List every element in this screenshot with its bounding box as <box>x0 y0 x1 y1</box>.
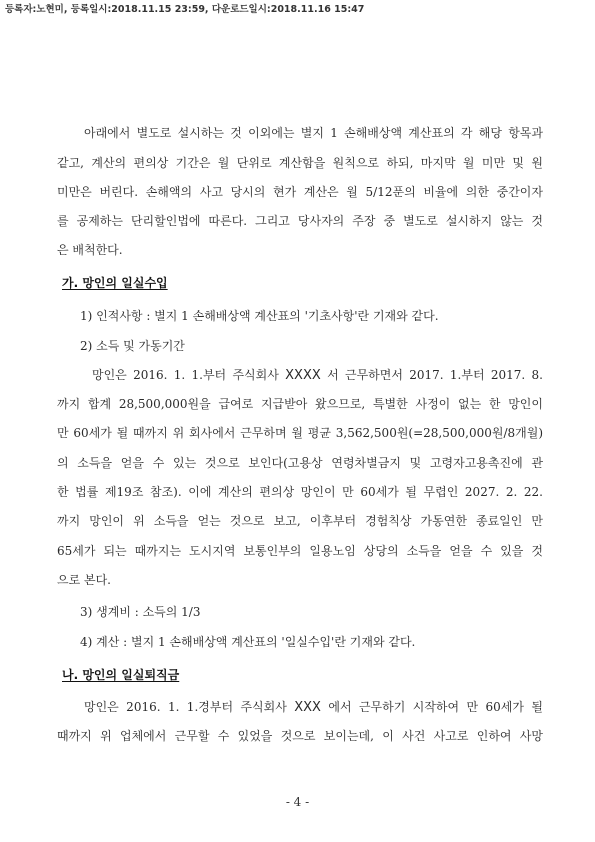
section-a-item-3: 3) 생계비 : 소득의 1/3 <box>80 605 201 619</box>
registration-header: 등록자:노현미, 등록일시:2018.11.15 23:59, 다운로드일시:2018.11.16 15:47 <box>5 4 365 15</box>
section-a-heading <box>62 275 168 291</box>
section-a-para-line-7: 65세가 되는 때까지는 도시지역 보통인부의 일용노임 상당의 소득을 얻을 수 있을 것 <box>57 544 543 558</box>
intro-line-2: 같고, 계산의 편의상 기간은 월 단위로 계산함을 원칙으로 하되, 마지막 월 미만 및 원 <box>57 156 543 170</box>
section-a-para-line-3: 만 60세가 될 때까지 위 회사에서 근무하며 월 평균 3,562,500원(=28,500,000원/8개월) <box>57 426 543 440</box>
section-b-line-1 <box>84 699 543 716</box>
section-a-item-2: 2) 소득 및 가동기간 <box>80 339 185 353</box>
page-number: - 4 - <box>285 795 310 809</box>
section-a-para-line-2: 까지 합계 28,500,000원을 급여로 지급받아 왔으므로, 특별한 사정이 없는 한 망인이 <box>57 397 543 411</box>
section-b-line-1-post: 에서 근무하기 시작하여 만 60세가 될 <box>328 700 543 714</box>
section-b-line-2: 때까지 위 업체에서 근무할 수 있었을 것으로 보이는데, 이 사건 사고로 인하여 사망 <box>57 729 543 743</box>
section-b-heading <box>62 667 179 683</box>
intro-line-3: 미만은 버린다. 손해액의 사고 당시의 현가 계산은 월 5/12푼의 비율에 의한 중간이자 <box>57 185 543 199</box>
masked-company-name-2: XXX <box>294 700 321 715</box>
section-a-para-line-8: 으로 본다. <box>57 573 111 587</box>
section-a-para-line-1 <box>92 367 543 384</box>
intro-line-1: 아래에서 별도로 설시하는 것 이외에는 별지 1 손해배상액 계산표의 각 해당 항목과 <box>84 126 543 140</box>
section-a-item-1: 1) 인적사항 : 별지 1 손해배상액 계산표의 '기초사항'란 기재와 같다. <box>80 309 439 323</box>
para-line-1-pre: 망인은 2016. 1. 1.부터 주식회사 <box>92 368 279 382</box>
intro-line-4: 를 공제하는 단리할인법에 따른다. 그리고 당사자의 주장 중 별도로 설시하지 않는 것 <box>57 214 543 228</box>
section-a-item-4: 4) 계산 : 별지 1 손해배상액 계산표의 '일실수입'란 기재와 같다. <box>80 635 416 649</box>
section-a-para-line-6: 까지 망인이 위 소득을 얻는 것으로 보고, 이후부터 경험칙상 가동연한 종료일인 만 <box>57 514 543 528</box>
section-b-title: 나. 망인의 일실퇴직금 <box>62 668 180 682</box>
para-line-1-post: 서 근무하면서 2017. 1.부터 2017. 8. <box>327 368 543 382</box>
section-a-title: 가. 망인의 일실수입 <box>62 276 168 290</box>
section-a-para-line-4: 의 소득을 얻을 수 있는 것으로 보인다(고용상 연령차별금지 및 고령자고용촉진에 관 <box>57 456 543 470</box>
section-a-para-line-5: 한 법률 제19조 참조). 이에 계산의 편의상 망인이 만 60세가 될 무렵인 2027. 2. 22. <box>57 485 543 499</box>
intro-line-5: 은 배척한다. <box>57 243 123 257</box>
masked-company-name: XXXX <box>285 368 321 383</box>
section-b-line-1-pre: 망인은 2016. 1. 1.경부터 주식회사 <box>84 700 287 714</box>
